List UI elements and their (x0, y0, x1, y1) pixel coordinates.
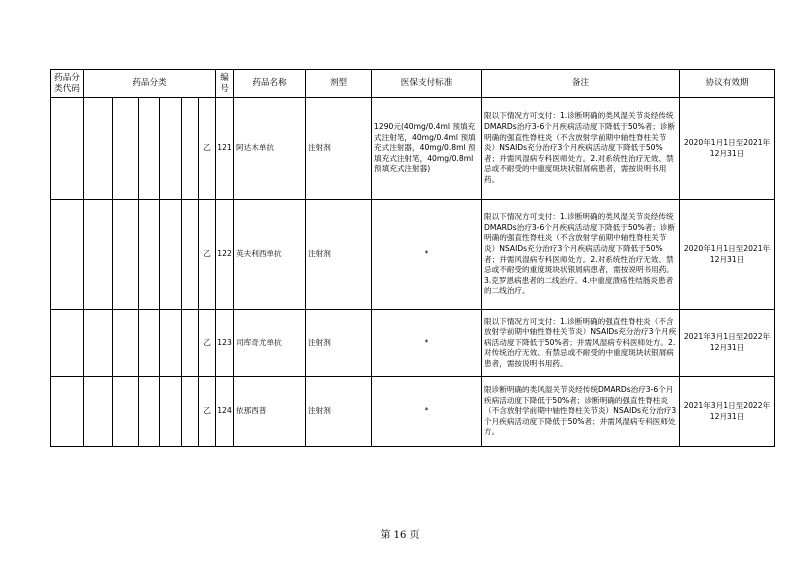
category-code-cell (51, 310, 84, 377)
category-cell (113, 377, 139, 447)
dosage-form-cell: 注射剂 (306, 310, 372, 377)
validity-cell: 2021年3月1日至2022年12月31日 (680, 377, 775, 447)
remarks-cell: 限以下情况方可支付：1.诊断明确的类风湿关节炎经传统DMARDs治疗3-6个月疾病活动度下降低于50%者；诊断明确的强直性脊柱炎（不含放射学前期中轴性脊柱关节炎）NSAIDs充分治疗3个月疾病活动度下降低于50%者；并需风湿病专科医师处方。2.对系统性治疗无效、禁忌或不耐受的中重度斑块状银屑病患者，需按说明书用药。 (482, 98, 680, 200)
validity-cell: 2020年1月1日至2021年12月31日 (680, 200, 775, 310)
category-cell (182, 377, 199, 447)
drug-name-cell: 英夫利西单抗 (234, 200, 306, 310)
table-row (51, 377, 775, 447)
dosage-form-cell: 注射剂 (306, 200, 372, 310)
category-cell (139, 200, 160, 310)
table-row (51, 98, 775, 200)
category-cell (113, 98, 139, 200)
category-cell (182, 200, 199, 310)
remarks-cell: 限以下情况方可支付：1.诊断明确的类风湿关节炎经传统DMARDs治疗3-6个月疾病活动度下降低于50%者；诊断明确的强直性脊柱炎（不含放射学前期中轴性脊柱关节炎）NSAIDs充分治疗3个月疾病活动度下降低于50%者；并需风湿病专科医师处方。2.对系统性治疗无效、禁忌或不耐受的重度斑块状银屑病患者，需按说明书用药。3.克罗恩病患者的二线治疗。4.中重度溃疡性结肠炎患者的二线治疗。 (482, 200, 680, 310)
category-cell (139, 98, 160, 200)
header-category: 药品分类 (84, 70, 216, 98)
category-code-cell (51, 98, 84, 200)
drug-table (50, 69, 775, 447)
grade-cell: 乙 (199, 310, 216, 377)
validity-cell: 2020年1月1日至2021年12月31日 (680, 98, 775, 200)
table-header-row (51, 70, 775, 98)
header-category-code: 药品分类代码 (51, 70, 84, 98)
drug-name-cell: 依那西普 (234, 377, 306, 447)
table-row (51, 310, 775, 377)
remarks-cell: 限以下情况方可支付：1.诊断明确的强直性脊柱炎（不含放射学前期中轴性脊柱关节炎）NSAIDs充分治疗3个月疾病活动度下降低于50%者；并需风湿病专科医师处方。2.对传统治疗无效、有禁忌或不耐受的中重度斑块状银屑病患者，需按说明书用药。 (482, 310, 680, 377)
payment-standard-cell: * (372, 310, 482, 377)
drug-name-cell: 阿达木单抗 (234, 98, 306, 200)
number-cell: 123 (216, 310, 234, 377)
payment-standard-cell: * (372, 377, 482, 447)
remarks-cell: 限诊断明确的类风湿关节炎经传统DMARDs治疗3-6个月疾病活动度下降低于50%者；诊断明确的强直性脊柱炎（不含放射学前期中轴性脊柱关节炎）NSAIDs充分治疗3个月疾病活动度下降低于50%者；并需风湿病专科医师处方。 (482, 377, 680, 447)
category-cell (84, 377, 113, 447)
category-code-cell (51, 377, 84, 447)
table-row (51, 200, 775, 310)
number-cell: 121 (216, 98, 234, 200)
number-cell: 124 (216, 377, 234, 447)
category-cell (113, 200, 139, 310)
category-cell (182, 310, 199, 377)
payment-standard-cell: * (372, 200, 482, 310)
header-dosage-form: 剂型 (306, 70, 372, 98)
payment-standard-cell: 1290元(40mg/0.4ml 预填充式注射笔，40mg/0.4ml 预填充式注射器，40mg/0.8ml 预填充式注射笔，40mg/0.8ml 预填充式注射器) (372, 98, 482, 200)
category-cell (139, 310, 160, 377)
category-cell (160, 377, 182, 447)
category-cell (160, 200, 182, 310)
header-payment-standard: 医保支付标准 (372, 70, 482, 98)
category-cell (160, 310, 182, 377)
drug-name-cell: 司库奇尤单抗 (234, 310, 306, 377)
category-cell (160, 98, 182, 200)
category-code-cell (51, 200, 84, 310)
header-number: 编号 (216, 70, 234, 98)
category-cell (139, 377, 160, 447)
grade-cell: 乙 (199, 200, 216, 310)
grade-cell: 乙 (199, 98, 216, 200)
header-validity: 协议有效期 (680, 70, 775, 98)
category-cell (84, 310, 113, 377)
category-cell (113, 310, 139, 377)
dosage-form-cell: 注射剂 (306, 98, 372, 200)
dosage-form-cell: 注射剂 (306, 377, 372, 447)
validity-cell: 2021年3月1日至2022年12月31日 (680, 310, 775, 377)
grade-cell: 乙 (199, 377, 216, 447)
number-cell: 122 (216, 200, 234, 310)
category-cell (84, 98, 113, 200)
category-cell (84, 200, 113, 310)
page-number: 第 16 页 (380, 530, 420, 541)
category-cell (182, 98, 199, 200)
header-drug-name: 药品名称 (234, 70, 306, 98)
header-remarks: 备注 (482, 70, 680, 98)
